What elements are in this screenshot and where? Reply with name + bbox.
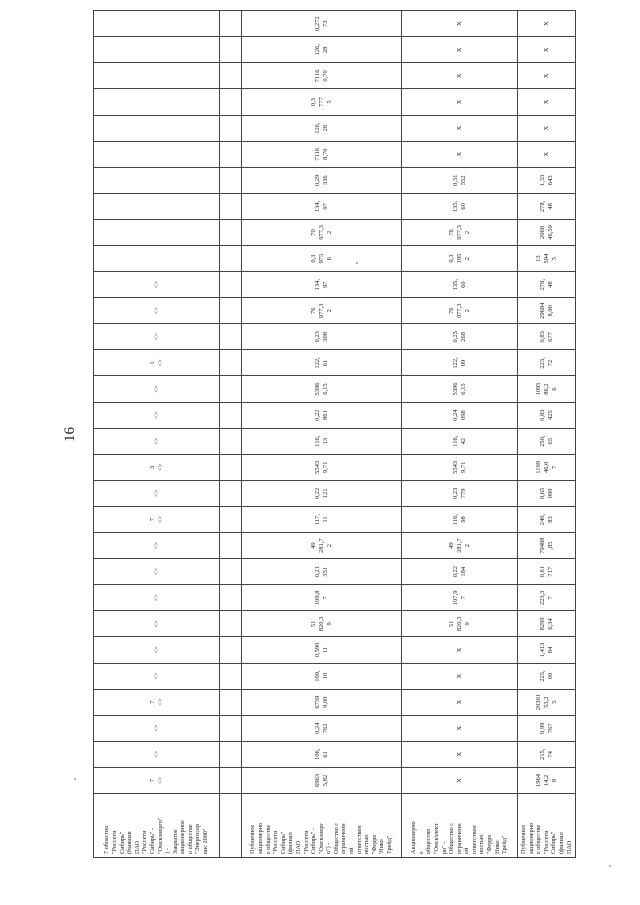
scan-speck (609, 865, 611, 867)
table-cell (220, 272, 242, 298)
table-cell: 8299 6,34 (518, 611, 576, 637)
table-cell (220, 298, 242, 324)
table-cell (220, 219, 242, 245)
table-cell: 223,3 7 (518, 585, 576, 611)
table-cell: 0,590 11 (242, 637, 402, 663)
table-cell (220, 63, 242, 89)
table-cell: 116, 13 (242, 428, 402, 454)
table-cell (94, 115, 220, 141)
table-cell: 49 281,7 2 (402, 533, 518, 559)
table-cell (220, 246, 242, 272)
table-cell: X (402, 141, 518, 167)
table-cell: 278, 48 (518, 272, 576, 298)
table-cell: 0,22 861 (242, 402, 402, 428)
table-cell: X (518, 37, 576, 63)
table-cell (220, 324, 242, 350)
table-cell (94, 89, 220, 115)
table-cell: 76 977,3 2 (242, 298, 402, 324)
table-cell: 6963 5,82 (242, 767, 402, 793)
table-cell: X (402, 89, 518, 115)
table-cell: 135, 60 (402, 272, 518, 298)
table-cell (220, 767, 242, 793)
row-label: Акционерно е общество "Омскэлект ро" - Общество с ограниченн ой ответствен ностью "Ферро Нико Трейд" (402, 794, 518, 858)
table-cell: 70 977,3 2 (242, 219, 402, 245)
table-cell: 0,65 099 (518, 480, 576, 506)
scan-speck (356, 262, 358, 264)
table-row (402, 11, 518, 858)
table-cell: 7 <> (94, 767, 220, 793)
table-cell: 0,23 779 (402, 480, 518, 506)
table-cell: 51 820,3 9 (242, 611, 402, 637)
table-cell (220, 428, 242, 454)
table-cell: 3 <> (94, 454, 220, 480)
table-cell (94, 219, 220, 245)
table-cell: 278, 48 (518, 193, 576, 219)
table-cell: 215, 74 (518, 741, 576, 767)
table-cell: 7116 0,70 (242, 63, 402, 89)
table-cell: 0,3 975 6 (242, 246, 402, 272)
table-cell: 122, 61 (242, 350, 402, 376)
table-cell: 29684 8,90 (518, 298, 576, 324)
table-cell: <> (94, 480, 220, 506)
table-cell: 116, 98 (402, 506, 518, 532)
table-cell: 0,272 73 (242, 11, 402, 37)
table-cell: 0,25 268 (402, 324, 518, 350)
table-cell: <> (94, 741, 220, 767)
table-cell: 126, 28 (242, 37, 402, 63)
table-cell: 1,33 643 (518, 167, 576, 193)
table-cell: 20301 53,2 5 (518, 689, 576, 715)
table-cell: X (518, 89, 576, 115)
table-row (518, 11, 576, 858)
table-cell: 106, 61 (242, 741, 402, 767)
table-cell: 225, 09 (518, 663, 576, 689)
table-cell: X (402, 37, 518, 63)
table-cell: 0,61 717 (518, 559, 576, 585)
table-cell: <> (94, 376, 220, 402)
table-cell (94, 193, 220, 219)
table-cell (220, 585, 242, 611)
table-row (220, 11, 242, 858)
table-cell: 2068 46,59 (518, 219, 576, 245)
table-cell (220, 715, 242, 741)
table-cell (220, 37, 242, 63)
table-cell: 76 977,3 2 (402, 219, 518, 245)
table-cell: <> (94, 298, 220, 324)
table-cell (94, 246, 220, 272)
table-cell (220, 637, 242, 663)
table-cell: 107,9 7 (402, 585, 518, 611)
table-cell (220, 506, 242, 532)
table-cell: 51 820,3 9 (402, 611, 518, 637)
table-cell: 1,413 84 (518, 637, 576, 663)
table-cell: X (402, 767, 518, 793)
table-cell: 134, 97 (242, 272, 402, 298)
table-cell: 13 594 5 (518, 246, 576, 272)
table-cell: 7 <> (94, 689, 220, 715)
table-cell: 5543 9,71 (402, 454, 518, 480)
table-cell: X (518, 115, 576, 141)
table-cell: X (402, 115, 518, 141)
table-cell: 5543 9,71 (242, 454, 402, 480)
table-cell: <> (94, 663, 220, 689)
table-cell: 122, 09 (402, 350, 518, 376)
table-cell: X (402, 663, 518, 689)
scan-speck (74, 778, 76, 780)
table-cell: X (402, 715, 518, 741)
table-cell (220, 559, 242, 585)
table-cell: 0,31 552 (402, 167, 518, 193)
table-cell: 126, 28 (242, 115, 402, 141)
table-cell (220, 480, 242, 506)
table-cell (94, 63, 220, 89)
table-cell: 0,99 767 (518, 715, 576, 741)
table-cell: 0,3 777 5 (242, 89, 402, 115)
table-cell: 116, 42 (402, 428, 518, 454)
table-cell (220, 611, 242, 637)
table-row (94, 11, 220, 858)
table-cell: 5396 6,15 (402, 376, 518, 402)
table-cell (220, 167, 242, 193)
table-cell: 0,23 308 (242, 324, 402, 350)
table-cell: X (402, 689, 518, 715)
table-cell: 76 977,3 2 (402, 298, 518, 324)
rotated-table (93, 10, 573, 858)
table-cell: <> (94, 637, 220, 663)
table-cell: X (518, 63, 576, 89)
table-cell: 250, 65 (518, 428, 576, 454)
table-cell (220, 193, 242, 219)
table-cell: X (518, 141, 576, 167)
table-cell: 109, 10 (242, 663, 402, 689)
table-cell (220, 115, 242, 141)
table-cell: 135, 60 (402, 193, 518, 219)
table-cell (220, 741, 242, 767)
page-number: 16 (62, 427, 78, 442)
table-cell: 0,83 677 (518, 324, 576, 350)
table-cell (220, 89, 242, 115)
table-cell (220, 454, 242, 480)
table-cell: X (402, 63, 518, 89)
table-cell: 134, 97 (242, 193, 402, 219)
table-cell: X (402, 741, 518, 767)
table-cell: <> (94, 324, 220, 350)
table-cell: 0,83 425 (518, 402, 576, 428)
table-cell: <> (94, 559, 220, 585)
table-cell: <> (94, 585, 220, 611)
row-label: Публичное акционерно e обществе "Россети Сибирь" (филиал ПАО "Россети Сибирь" - "Омскэнерг o") - Общество с ограниченн ой ответствен ностью "Ферро 'Нико Трейд" (242, 794, 402, 858)
table-cell: 0,24 762 (242, 715, 402, 741)
table-cell (94, 11, 220, 37)
table-cell (94, 141, 220, 167)
table-cell: <> (94, 533, 220, 559)
table-cell: 0,22 184 (402, 559, 518, 585)
table-cell: 1 <> (94, 350, 220, 376)
table-cell: 79488 ,85 (518, 533, 576, 559)
table-cell: <> (94, 715, 220, 741)
table-cell: 0,3 195 2 (402, 246, 518, 272)
row-label: 7 областно "Россети Сибирь" (бывшая ПАО "Россети Сибирь" - "Омскэнерго" ) - Закрытое акционерное о обществе "Энергосер вис 2000" (94, 794, 220, 858)
table-cell (220, 141, 242, 167)
table-cell: <> (94, 611, 220, 637)
table-cell: 117, 11 (242, 506, 402, 532)
table-row (242, 11, 402, 858)
table-cell: 5396 6,15 (242, 376, 402, 402)
table-cell: 0,22 121 (242, 480, 402, 506)
table-cell: 6759 9,00 (242, 689, 402, 715)
row-label: Публичное акционерно e обществе "Россети Сибирь" (филиал ПАО (518, 794, 576, 858)
table-cell: 1199 46,0 7 (518, 454, 576, 480)
table-cell (220, 350, 242, 376)
table-cell (220, 402, 242, 428)
table-cell: 223, 72 (518, 350, 576, 376)
data-table (93, 10, 576, 858)
table-cell: 109,8 7 (242, 585, 402, 611)
table-cell: <> (94, 402, 220, 428)
table-cell: 0,21 351 (242, 559, 402, 585)
table-cell: 7 <> (94, 506, 220, 532)
table-cell: X (402, 637, 518, 663)
table-cell (94, 37, 220, 63)
table-cell: <> (94, 428, 220, 454)
table-cell: 1095 86,2 6 (518, 376, 576, 402)
table-cell: <> (94, 272, 220, 298)
table-cell: 49 281,7 2 (242, 533, 402, 559)
table-cell: 240, 83 (518, 506, 576, 532)
table-cell (220, 663, 242, 689)
table-cell: X (518, 11, 576, 37)
row-label (220, 794, 242, 858)
table-cell (220, 11, 242, 37)
table-cell: 0,29 336 (242, 167, 402, 193)
table-cell: 1964 14,2 8 (518, 767, 576, 793)
table-cell (94, 167, 220, 193)
table-cell: X (402, 11, 518, 37)
table-cell (220, 689, 242, 715)
table-cell (220, 376, 242, 402)
table-cell (220, 533, 242, 559)
table-cell: 0,24 098 (402, 402, 518, 428)
table-cell: 7116 8,70 (242, 141, 402, 167)
